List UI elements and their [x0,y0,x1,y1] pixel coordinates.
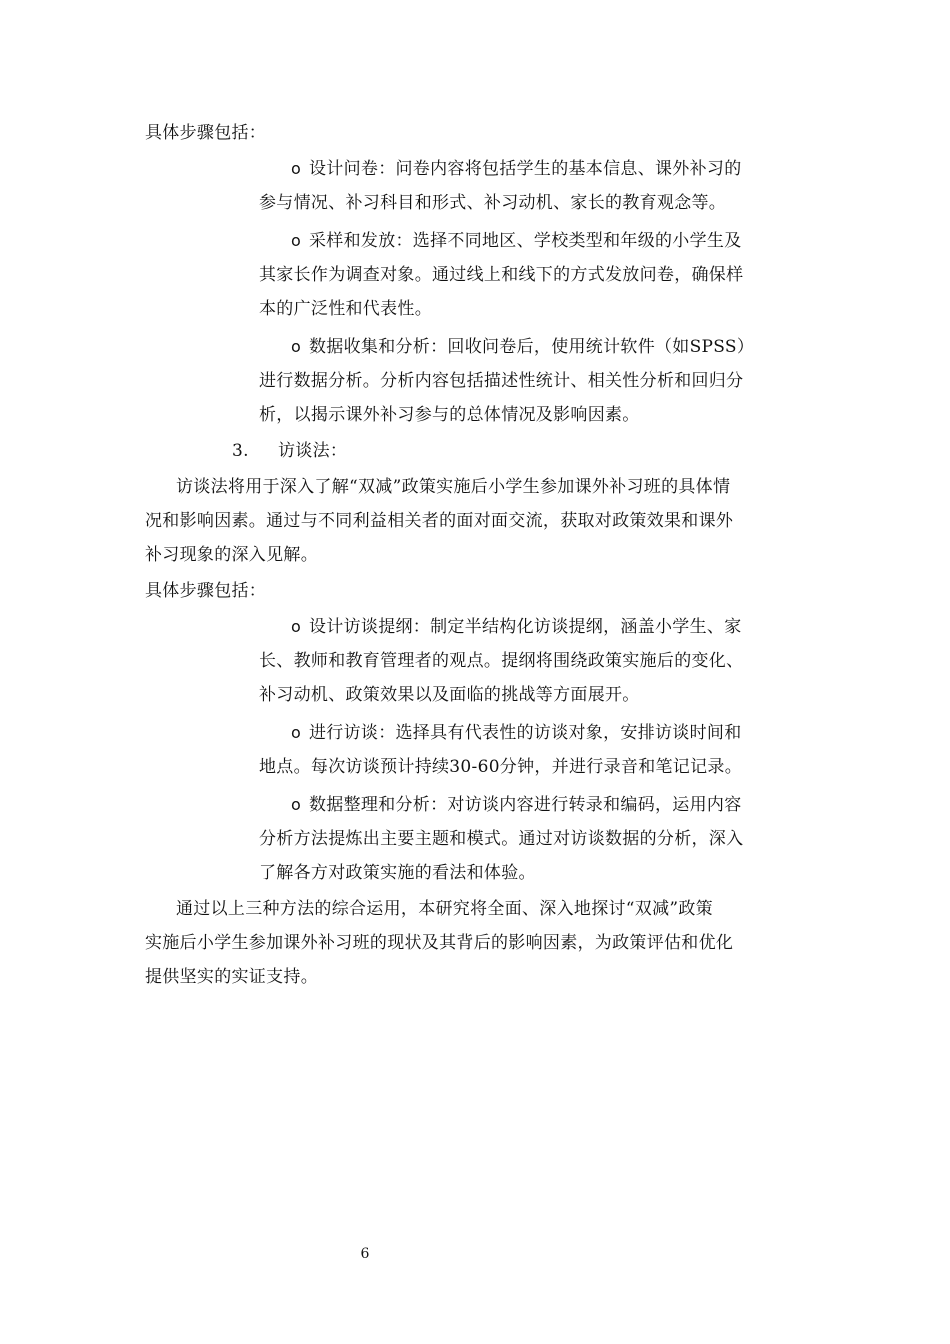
bullet-icon: o [291,337,302,356]
bullet-icon: o [291,723,302,742]
paragraph-line: 实施后小学生参加课外补习班的现状及其背后的影响因素，为政策评估和优化 [145,933,734,953]
section-title: 访谈法： [278,441,348,461]
list-item [291,229,742,253]
steps-label: 具体步骤包括： [145,581,267,601]
paragraph-line: 通过以上三种方法的综合运用，本研究将全面、深入地探讨“双减”政策 [176,899,713,919]
list-item-text: 设计访谈提纲：制定半结构化访谈提纲，涵盖小学生、家 [309,617,742,637]
list-item-text: 数据整理和分析：对访谈内容进行转录和编码，运用内容 [309,795,742,815]
list-item-continuation: 进行数据分析。分析内容包括描述性统计、相关性分析和回归分 [259,371,744,391]
list-item-continuation: 分析方法提炼出主要主题和模式。通过对访谈数据的分析，深入 [259,829,744,849]
list-item [291,157,742,181]
list-item-text: 设计问卷：问卷内容将包括学生的基本信息、课外补习的 [309,159,742,179]
page-number: 6 [360,1246,370,1262]
list-item-continuation: 析，以揭示课外补习参与的总体情况及影响因素。 [259,405,640,425]
bullet-icon: o [291,795,302,814]
list-item-continuation: 本的广泛性和代表性。 [259,299,432,319]
list-item-text: 进行访谈：选择具有代表性的访谈对象，安排访谈时间和 [309,723,742,743]
paragraph-line: 提供坚实的实证支持。 [145,967,318,987]
bullet-icon: o [291,617,302,636]
section-number: 3. [232,441,249,461]
list-item-continuation: 其家长作为调查对象。通过线上和线下的方式发放问卷，确保样 [259,265,744,285]
section-heading [232,439,347,463]
list-item [291,335,754,359]
list-item-continuation: 补习动机、政策效果以及面临的挑战等方面展开。 [259,685,640,705]
paragraph-line: 访谈法将用于深入了解“双减”政策实施后小学生参加课外补习班的具体情 [176,477,731,497]
paragraph-line: 补习现象的深入见解。 [145,545,318,565]
list-item-continuation: 参与情况、补习科目和形式、补习动机、家长的教育观念等。 [259,193,727,213]
list-item-text: 采样和发放：选择不同地区、学校类型和年级的小学生及 [309,231,742,251]
list-item-continuation: 地点。每次访谈预计持续30-60分钟，并进行录音和笔记记录。 [259,757,743,777]
list-item [291,793,742,817]
list-item-continuation: 了解各方对政策实施的看法和体验。 [259,863,536,883]
list-item [291,721,742,745]
steps-label: 具体步骤包括： [145,123,267,143]
paragraph-line: 况和影响因素。通过与不同利益相关者的面对面交流，获取对政策效果和课外 [145,511,734,531]
list-item-continuation: 长、教师和教育管理者的观点。提纲将围绕政策实施后的变化、 [259,651,744,671]
bullet-icon: o [291,231,302,250]
bullet-icon: o [291,159,302,178]
list-item-text: 数据收集和分析：回收问卷后，使用统计软件（如SPSS） [309,337,755,357]
list-item [291,615,742,639]
